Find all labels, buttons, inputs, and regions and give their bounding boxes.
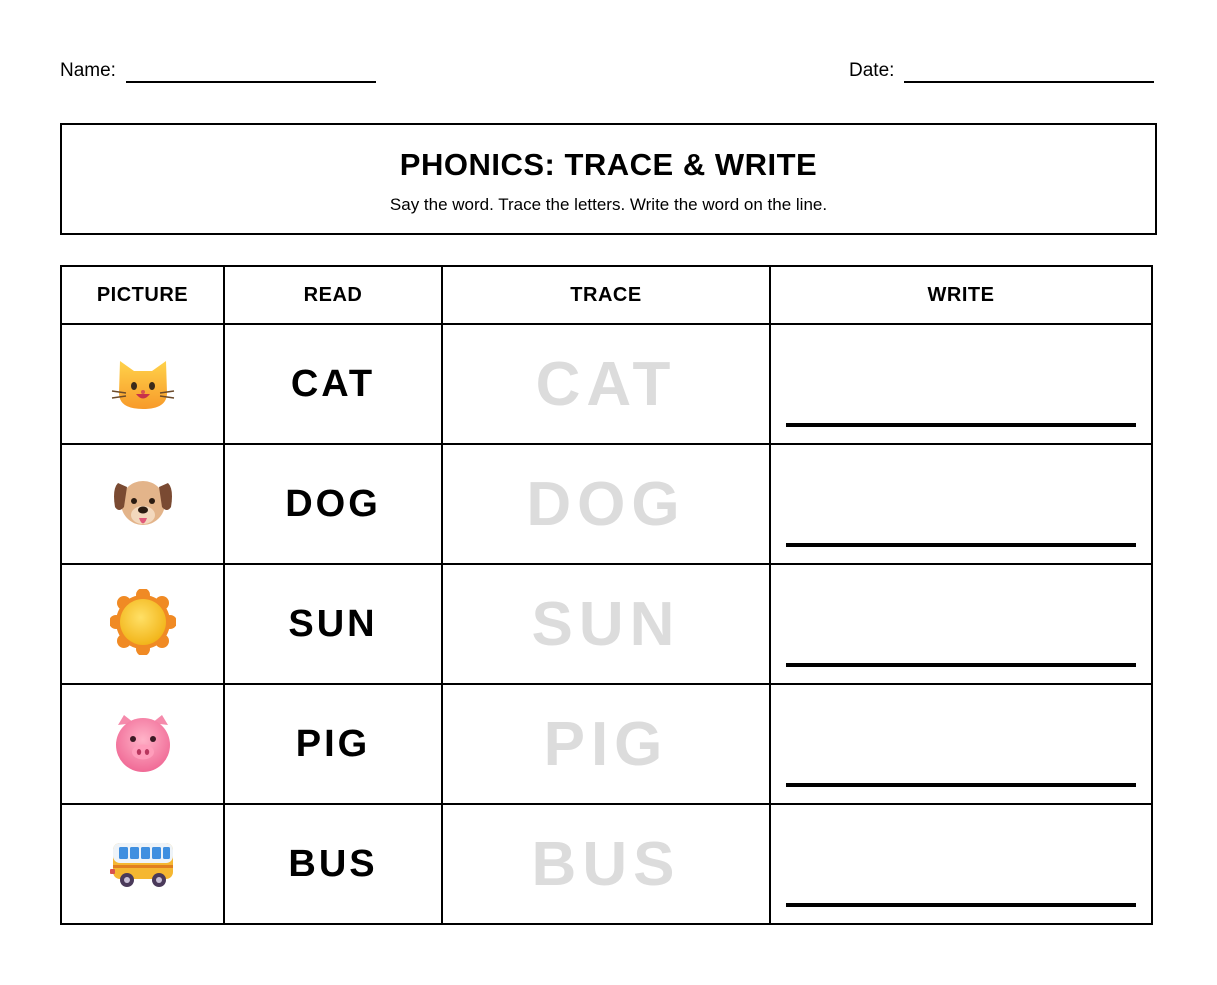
trace-word: SUN bbox=[531, 589, 681, 659]
picture-cell bbox=[61, 684, 224, 804]
trace-cell bbox=[442, 444, 770, 564]
write-cell[interactable] bbox=[770, 444, 1152, 564]
trace-cell bbox=[442, 804, 770, 924]
trace-cell bbox=[442, 684, 770, 804]
sun-icon bbox=[110, 589, 176, 655]
table-row bbox=[61, 804, 1152, 924]
write-cell[interactable] bbox=[770, 324, 1152, 444]
name-label: Name: bbox=[60, 60, 116, 81]
trace-cell bbox=[442, 324, 770, 444]
date-line[interactable] bbox=[904, 81, 1154, 83]
column-header-picture: PICTURE bbox=[61, 266, 224, 324]
read-word: BUS bbox=[288, 842, 378, 885]
write-line[interactable] bbox=[786, 423, 1136, 427]
write-cell[interactable] bbox=[770, 684, 1152, 804]
worksheet-instructions: Say the word. Trace the letters. Write the word on the line. bbox=[389, 195, 828, 214]
date-label: Date: bbox=[849, 60, 895, 81]
write-cell[interactable] bbox=[770, 564, 1152, 684]
name-field[interactable] bbox=[60, 60, 376, 82]
write-line[interactable] bbox=[786, 543, 1136, 547]
pig-face-icon bbox=[110, 709, 176, 775]
read-word: PIG bbox=[295, 722, 371, 765]
read-cell bbox=[224, 684, 442, 804]
dog-face-icon bbox=[110, 469, 176, 535]
read-word: SUN bbox=[288, 602, 378, 645]
picture-cell bbox=[61, 324, 224, 444]
read-cell bbox=[224, 324, 442, 444]
column-header-trace: TRACE bbox=[442, 266, 770, 324]
trace-cell bbox=[442, 564, 770, 684]
trace-word: BUS bbox=[531, 829, 681, 899]
write-line[interactable] bbox=[786, 903, 1136, 907]
title-box bbox=[60, 123, 1157, 235]
read-cell bbox=[224, 804, 442, 924]
table-row bbox=[61, 444, 1152, 564]
name-line[interactable] bbox=[126, 81, 376, 83]
bus-icon bbox=[110, 829, 176, 895]
table-row bbox=[61, 324, 1152, 444]
read-cell bbox=[224, 444, 442, 564]
column-header-read: READ bbox=[224, 266, 442, 324]
table-row bbox=[61, 684, 1152, 804]
read-cell bbox=[224, 564, 442, 684]
trace-word: DOG bbox=[526, 469, 686, 539]
table-header-row bbox=[61, 266, 1152, 324]
read-word: CAT bbox=[290, 362, 376, 405]
cat-face-icon bbox=[110, 349, 176, 415]
column-header-write: WRITE bbox=[770, 266, 1152, 324]
picture-cell bbox=[61, 564, 224, 684]
trace-word: CAT bbox=[535, 349, 677, 419]
write-line[interactable] bbox=[786, 783, 1136, 787]
worksheet-table bbox=[60, 265, 1153, 925]
table-row bbox=[61, 564, 1152, 684]
picture-cell bbox=[61, 444, 224, 564]
trace-word: PIG bbox=[543, 709, 669, 779]
read-word: DOG bbox=[285, 482, 381, 525]
picture-cell bbox=[61, 804, 224, 924]
write-line[interactable] bbox=[786, 663, 1136, 667]
worksheet-title: PHONICS: TRACE & WRITE bbox=[399, 147, 818, 182]
write-cell[interactable] bbox=[770, 804, 1152, 924]
date-field[interactable] bbox=[849, 60, 1154, 82]
